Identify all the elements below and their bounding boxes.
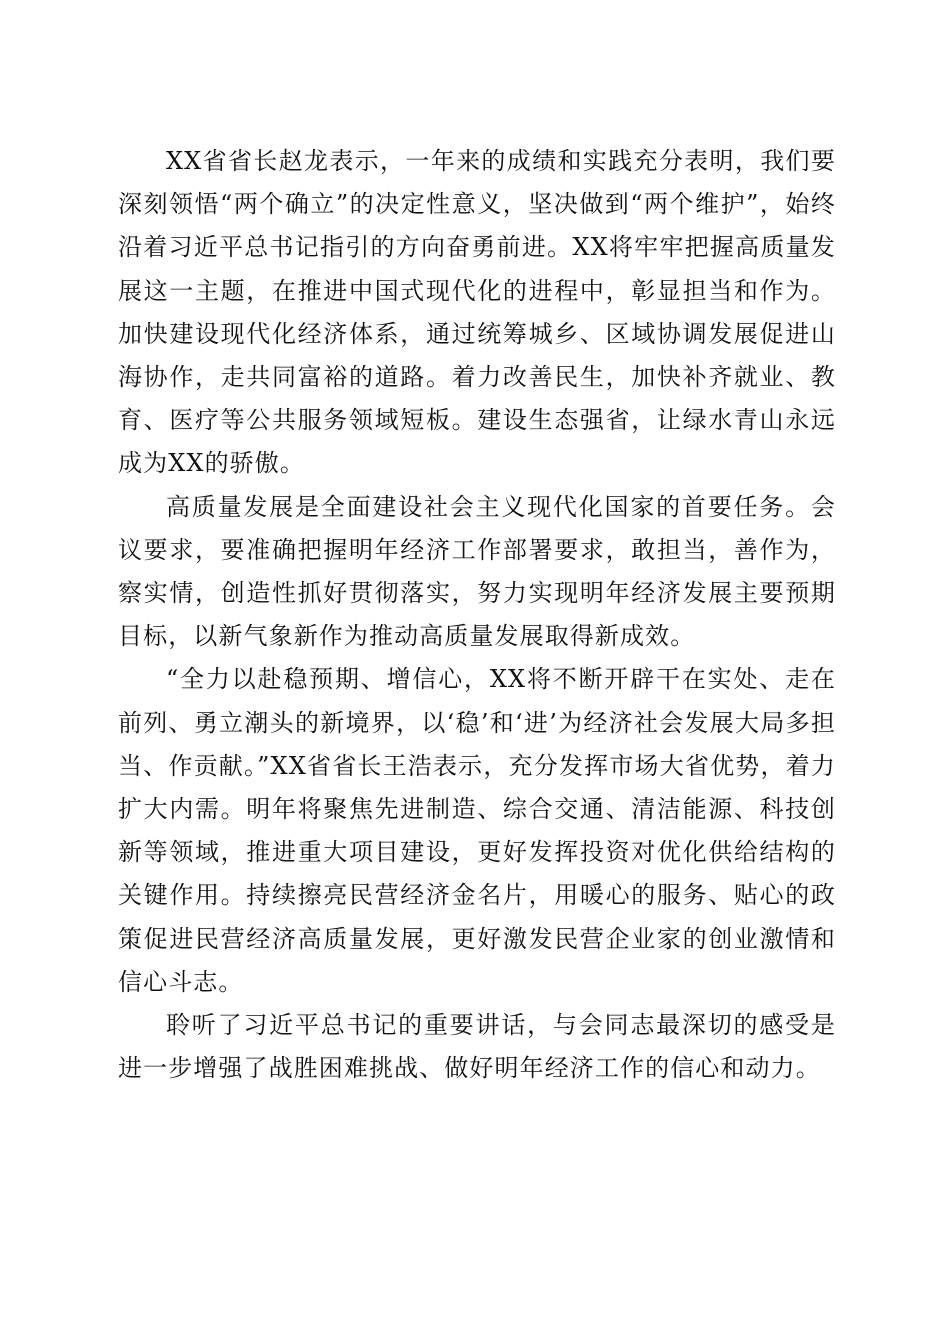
paragraph-1: XX省省长赵龙表示，一年来的成绩和实践充分表明，我们要深刻领悟“两个确立”的决定性意义，坚决做到“两个维护”，始终沿着习近平总书记指引的方向奋勇前进。XX将牢牢把握高质量发展这一主题，在推进中国式现代化的进程中，彰显担当和作为。加快建设现代化经济体系，通过统筹城乡、区域协调发展促进山海协作，走共同富裕的道路。着力改善民生，加快补齐就业、教育、医疗等公共服务领域短板。建设生态强省，让绿水青山永远成为XX的骄傲。 <box>118 147 836 478</box>
paragraph-4: 聆听了习近平总书记的重要讲话，与会同志最深切的感受是进一步增强了战胜困难挑战、做好明年经济工作的信心和动力。 <box>118 1011 836 1083</box>
paragraph-3: “全力以赴稳预期、增信心，XX将不断开辟干在实处、走在前列、勇立潮头的新境界，以‘稳’和‘进’为经济社会发展大局多担当、作贡献。”XX省省长王浩表示，充分发挥市场大省优势，着力扩大内需。明年将聚焦先进制造、综合交通、清洁能源、科技创新等领域，推进重大项目建设，更好发挥投资对优化供给结构的关键作用。持续擦亮民营经济金名片，用暖心的服务、贴心的政策促进民营经济高质量发展，更好激发民营企业家的创业激情和信心斗志。 <box>118 665 836 996</box>
paragraph-2: 高质量发展是全面建设社会主义现代化国家的首要任务。会议要求，要准确把握明年经济工作部署要求，敢担当，善作为，察实情，创造性抓好贯彻落实，努力实现明年经济发展主要预期目标，以新气象新作为推动高质量发展取得新成效。 <box>118 492 836 651</box>
document-body <box>118 140 836 1090</box>
